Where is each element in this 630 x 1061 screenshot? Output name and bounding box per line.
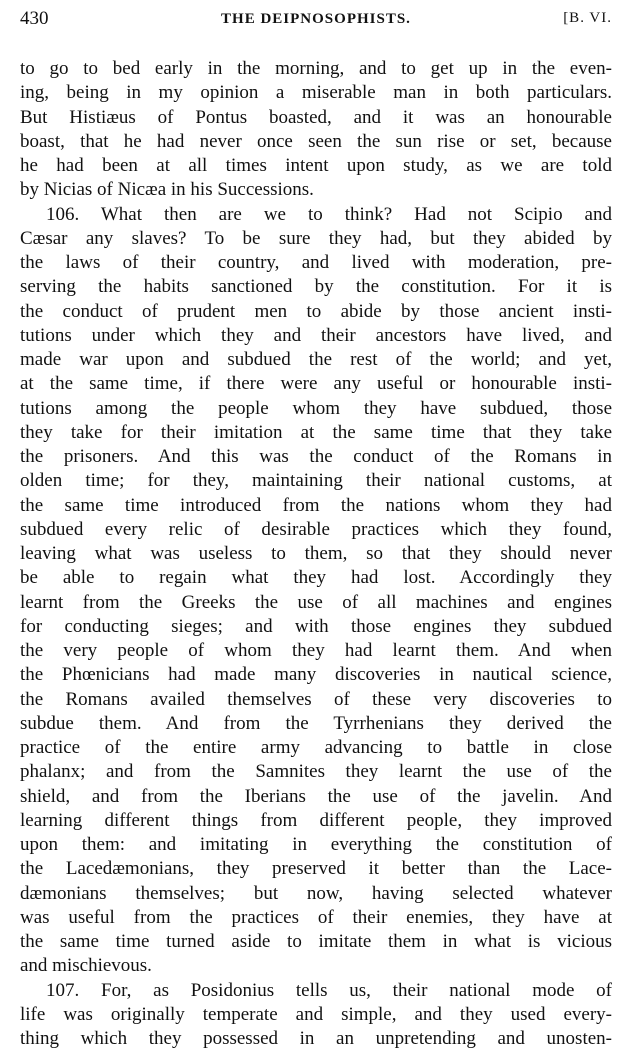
text-line: tutions under which they and their ancestors have lived, and <box>20 324 612 346</box>
text-line: he had been at all times intent upon study, as we are told <box>20 155 612 176</box>
text-line: shield, and from the Iberians the use of the javelin. And <box>20 785 612 807</box>
text-line: dæmonians themselves; but now, having selected whatever <box>20 882 612 904</box>
text-line: the same time turned aside to imitate them in what is vicious <box>20 931 612 952</box>
text-line: the laws of their country, and lived with moderation, pre- <box>20 252 612 273</box>
text-line: But Histiæus of Pontus boasted, and it was an honourable <box>20 106 612 128</box>
text-line: subdued every relic of desirable practices which they found, <box>20 518 612 540</box>
text-line: learnt from the Greeks the use of all machines and engines <box>20 591 612 613</box>
text-line: the prisoners. And this was the conduct of the Romans in <box>20 446 612 467</box>
text-line: was useful from the practices of their enemies, they have at <box>20 906 612 928</box>
text-line: made war upon and subdued the rest of the world; and yet, <box>20 349 612 370</box>
running-head <box>20 8 612 38</box>
text-line: Cæsar any slaves? To be sure they had, but they abided by <box>20 227 612 249</box>
text-line: upon them: and imitating in everything the constitution of <box>20 834 612 855</box>
text-line: serving the habits sanctioned by the constitution. For it is <box>20 276 612 298</box>
section-106-start: 106. What then are we to think? Had not Scipio and <box>46 203 612 225</box>
text-line: the Lacedæmonians, they preserved it better than the Lace- <box>20 858 612 880</box>
text-line: the same time introduced from the nations whom they had <box>20 494 612 516</box>
book-reference: [B. VI. <box>563 10 612 26</box>
text-line: leaving what was useless to them, so that they should never <box>20 543 612 564</box>
text-line: by Nicias of Nicæa in his Successions. <box>20 179 314 201</box>
text-line: they take for their imitation at the same time that they take <box>20 421 612 443</box>
text-line: the very people of whom they had learnt them. And when <box>20 640 612 661</box>
text-line: the conduct of prudent men to abide by those ancient insti- <box>20 300 612 322</box>
text-line: the Romans availed themselves of these very discoveries to <box>20 688 612 710</box>
text-line: to go to bed early in the morning, and to get up in the even- <box>20 58 612 79</box>
text-line: subdue them. And from the Tyrrhenians they derived the <box>20 712 612 734</box>
text-line: phalanx; and from the Samnites they learnt the use of the <box>20 761 612 783</box>
text-line: at the same time, if there were any useful or honourable insti- <box>20 373 612 395</box>
text-line: the Phœnicians had made many discoveries in nautical science, <box>20 664 612 686</box>
body-text <box>20 57 612 1051</box>
text-line: practice of the entire army advancing to battle in close <box>20 737 612 758</box>
text-line: tutions among the people whom they have subdued, those <box>20 397 612 419</box>
text-line: for conducting sieges; and with those engines they subdued <box>20 615 612 637</box>
text-line: ing, being in my opinion a miserable man in both particulars. <box>20 82 612 104</box>
text-line: learning different things from different people, they improved <box>20 809 612 831</box>
section-107-start: 107. For, as Posidonius tells us, their national mode of <box>46 979 612 1001</box>
text-line: and mischievous. <box>20 955 152 977</box>
text-line: olden time; for they, maintaining their national customs, at <box>20 470 612 492</box>
text-line: boast, that he had never once seen the sun rise or set, because <box>20 130 612 152</box>
text-line: life was originally temperate and simple, and they used every- <box>20 1003 612 1025</box>
text-line: thing which they possessed in an unpretending and unosten- <box>20 1028 612 1049</box>
page-number: 430 <box>20 8 49 29</box>
text-line: be able to regain what they had lost. Accordingly they <box>20 567 612 589</box>
running-title: THE DEIPNOSOPHISTS. <box>221 11 411 27</box>
